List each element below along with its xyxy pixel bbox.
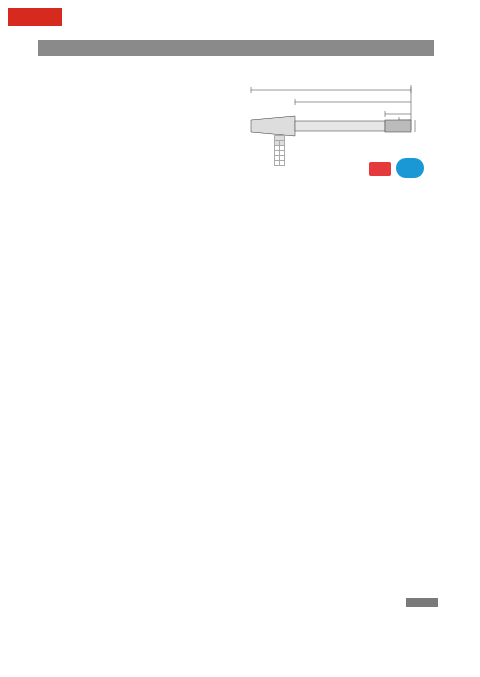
material-badge [369,162,391,176]
neck [295,121,385,131]
helix-badge [396,158,424,178]
next-page-button[interactable] [406,598,438,607]
brand-logo [8,8,62,26]
tool-diagram [245,80,425,150]
tolerance-table [274,135,285,166]
series-title [38,40,434,56]
flute [385,120,411,132]
taper-shank [251,116,295,136]
tolerance-cell [280,161,285,166]
